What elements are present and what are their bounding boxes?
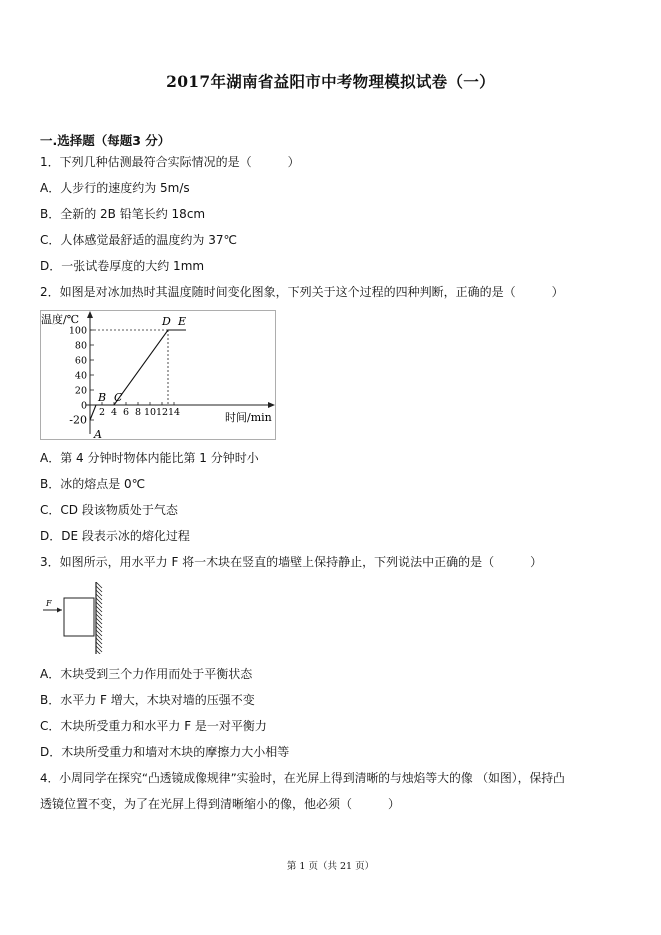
point-label-b: B (98, 391, 107, 404)
wooden-block (64, 598, 94, 636)
x-tick-label: 6 (122, 407, 130, 418)
x-tick-label: 14 (167, 407, 181, 418)
x-tick-label: 12 (155, 407, 169, 418)
q2-option-b: B．冰的熔点是 0℃ (40, 477, 146, 491)
q3-option-d: D．木块所受重力和墙对木块的摩擦力大小相等 (40, 745, 290, 759)
question-1-stem: 1．下列几种估测最符合实际情况的是（ ） (40, 155, 300, 169)
force-label: F (46, 599, 52, 608)
y-tick-label: 100 (68, 325, 87, 337)
y-tick-label: 80 (74, 340, 87, 352)
point-label-a: A (94, 428, 102, 440)
wall-hatching (96, 582, 102, 654)
y-tick-label: 60 (74, 355, 87, 367)
question-4-stem-line2: 透镜位置不变，为了在光屏上得到清晰缩小的像，他必须（ ） (40, 797, 401, 811)
q3-option-c: C．木块所受重力和水平力 F 是一对平衡力 (40, 719, 267, 733)
q2-option-a: A．第 4 分钟时物体内能比第 1 分钟时小 (40, 451, 259, 465)
q1-option-d: D．一张试卷厚度的大约 1mm (40, 259, 205, 273)
q3-option-a: A．木块受到三个力作用而处于平衡状态 (40, 667, 253, 681)
x-tick-label: 8 (134, 407, 142, 418)
q2-option-c: C．CD 段该物质处于气态 (40, 503, 178, 517)
x-tick-label: 4 (110, 407, 118, 418)
y-tick-label: -20 (69, 413, 87, 427)
page-title: 2017年湖南省益阳市中考物理模拟试卷（一） (166, 72, 495, 91)
question-2-stem: 2．如图是对冰加热时其温度随时间变化图象，下列关于这个过程的四种判断，正确的是（ ） (40, 285, 564, 299)
point-label-e: E (178, 315, 187, 328)
point-label-c: C (114, 391, 123, 404)
y-axis-arrow (87, 311, 93, 318)
q1-option-a: A．人步行的速度约为 5m/s (40, 181, 190, 195)
q1-option-b: B．全新的 2B 铅笔长约 18cm (40, 207, 206, 221)
y-tick-label: 40 (74, 370, 87, 382)
block-wall-diagram (40, 582, 110, 654)
question-4-stem-line1: 4．小周同学在探究“凸透镜成像规律”实验时，在光屏上得到清晰的与烛焰等大的像 （如图），保持凸 (40, 771, 565, 785)
x-tick-label: 10 (143, 407, 157, 418)
question-3-stem: 3．如图所示，用水平力 F 将一木块在竖直的墙壁上保持静止，下列说法中正确的是（ ） (40, 555, 543, 569)
x-tick-label: 2 (98, 407, 106, 418)
y-tick-label: 20 (74, 385, 87, 397)
graph-xlabel: 时间/min (225, 411, 272, 424)
x-axis-arrow (268, 402, 275, 408)
graph-ylabel: 温度/℃ (41, 313, 80, 326)
q3-option-b: B．水平力 F 增大，木块对墙的压强不变 (40, 693, 255, 707)
force-arrowhead (57, 608, 62, 613)
page-footer: 第 1 页（共 21 页） (286, 861, 375, 872)
q1-option-c: C．人体感觉最舒适的温度约为 37℃ (40, 233, 237, 247)
temperature-time-graph (40, 310, 276, 440)
section-heading: 一.选择题（每题3 分） (40, 133, 171, 148)
point-label-d: D (162, 315, 171, 328)
q2-option-d: D．DE 段表示冰的熔化过程 (40, 529, 190, 543)
y-tick-label: 0 (80, 400, 87, 412)
